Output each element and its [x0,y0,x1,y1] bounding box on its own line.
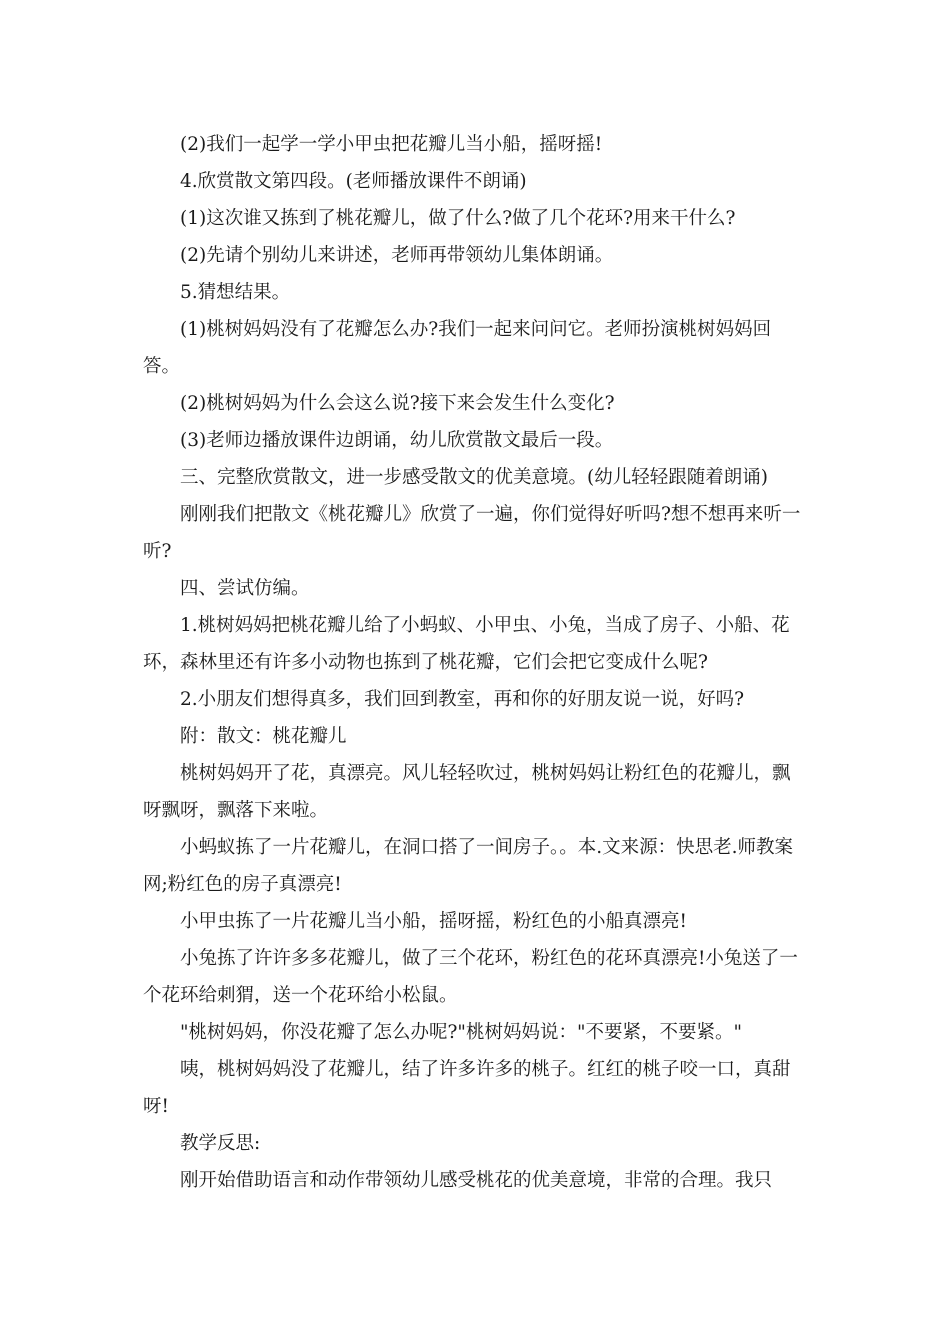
section-heading: 三、完整欣赏散文，进一步感受散文的优美意境。(幼儿轻轻跟随着朗诵) [180,467,768,488]
section-heading: 四、尝试仿编。 [180,578,310,599]
paragraph: (2)桃树妈妈为什么会这么说?接下来会发生什么变化? [180,393,615,414]
paragraph: 2.小朋友们想得真多，我们回到教室，再和你的好朋友说一说，好吗? [180,689,745,710]
paragraph: 咦，桃树妈妈没了花瓣儿，结了许多许多的桃子。红红的桃子咬一口，真甜呀! [143,1059,791,1117]
paragraph: 小兔拣了许许多多花瓣儿，做了三个花环，粉红色的花环真漂亮!小兔送了一个花环给刺猬，送一个花环给小松鼠。 [143,948,798,1006]
paragraph: (2)我们一起学一学小甲虫把花瓣儿当小船，摇呀摇! [180,134,603,155]
paragraph: (3)老师边播放课件边朗诵，幼儿欣赏散文最后一段。 [180,430,614,451]
paragraph: "桃树妈妈，你没花瓣了怎么办呢?"桃树妈妈说："不要紧，不要紧。" [180,1022,742,1043]
paragraph: (1)桃树妈妈没有了花瓣怎么办?我们一起来问问它。老师扮演桃树妈妈回答。 [143,319,772,377]
paragraph: 5.猜想结果。 [180,282,291,303]
paragraph: 小甲虫拣了一片花瓣儿当小船，摇呀摇，粉红色的小船真漂亮! [180,911,687,932]
paragraph: (2)先请个别幼儿来讲述，老师再带领幼儿集体朗诵。 [180,245,614,266]
appendix-title: 附：散文：桃花瓣儿 [180,726,347,747]
paragraph: (1)这次谁又拣到了桃花瓣儿，做了什么?做了几个花环?用来干什么? [180,208,736,229]
paragraph: 小蚂蚁拣了一片花瓣儿，在洞口搭了一间房子。。本.文来源：快思老.师教案网;粉红色的房子真漂亮! [143,837,794,895]
paragraph: 刚开始借助语言和动作带领幼儿感受桃花的优美意境，非常的合理。我只 [180,1170,773,1191]
paragraph: 刚刚我们把散文《桃花瓣儿》欣赏了一遍，你们觉得好听吗?想不想再来听一听? [143,504,801,562]
section-heading: 教学反思: [180,1133,261,1154]
paragraph: 桃树妈妈开了花，真漂亮。风儿轻轻吹过，桃树妈妈让粉红色的花瓣儿，飘呀飘呀，飘落下来啦。 [143,763,791,821]
paragraph: 1.桃树妈妈把桃花瓣儿给了小蚂蚁、小甲虫、小兔，当成了房子、小船、花环，森林里还有许多小动物也拣到了桃花瓣，它们会把它变成什么呢? [143,615,790,673]
paragraph: 4.欣赏散文第四段。(老师播放课件不朗诵) [180,171,527,192]
document-body [143,126,803,1199]
